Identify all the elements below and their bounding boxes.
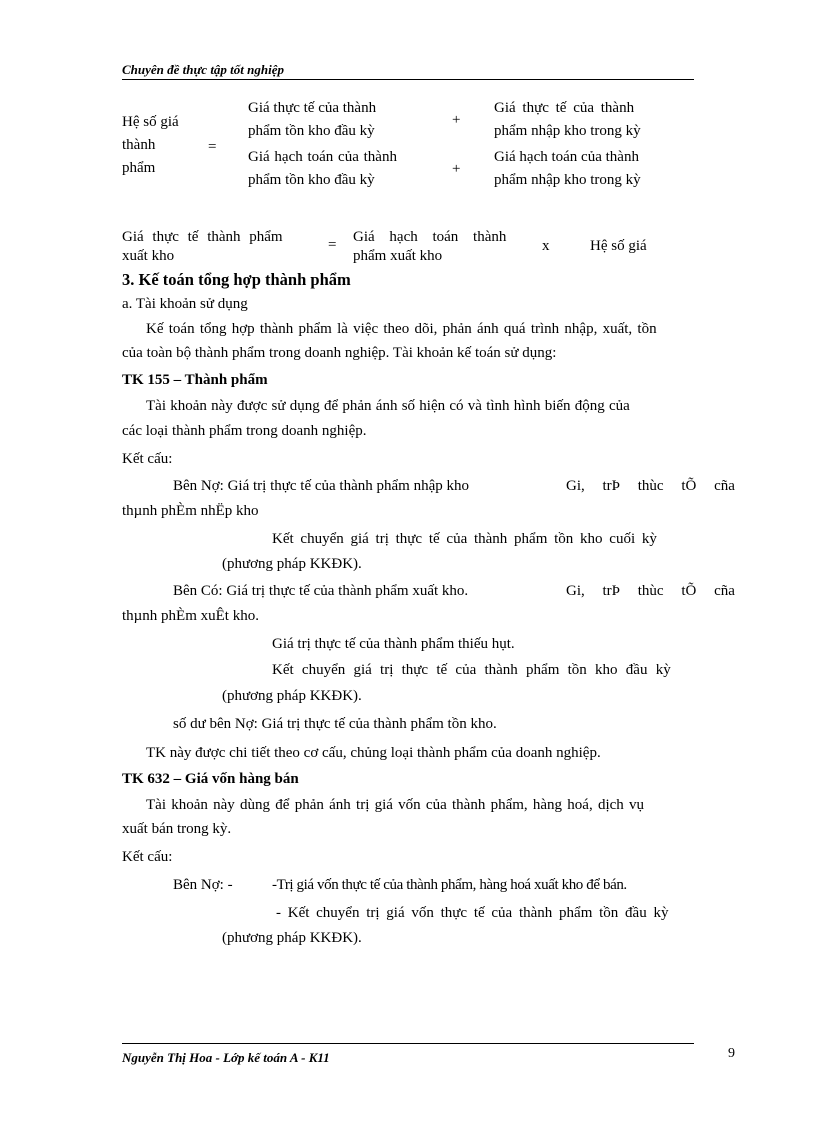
formula2-times: x (542, 238, 550, 254)
tk632-desc-line2: xuất bán trong kỳ. (122, 821, 232, 837)
subsection-a: a. Tài khoản sử dụng (122, 296, 248, 312)
running-header: Chuyên đề thực tập tốt nghiệp (122, 62, 284, 77)
tk632-debit-line2: - Kết chuyển trị giá vốn thực tế của thành phẩm tồn đầu kỳ (276, 905, 669, 921)
header-rule (122, 79, 694, 80)
tk155-desc-line1: Tài khoản này được sử dụng để phản ánh số hiện có và tình hình biến động của (146, 398, 630, 414)
formula1-equals: = (208, 139, 217, 155)
formula2-equals: = (328, 237, 337, 253)
formula2-lhs-line2: xuất kho (122, 248, 175, 264)
footer-rule (122, 1043, 694, 1044)
formula1-num-left-line1 (248, 96, 434, 120)
formula2-lhs-line1: Giá thực tế thành phẩm (122, 229, 283, 245)
tk632-structure-label: Kết cấu: (122, 849, 173, 865)
tk155-balance: số dư bên Nợ: Giá trị thực tế của thành phẩm tồn kho. (173, 716, 497, 732)
formula1-den-left-line2: phẩm tồn kho đầu kỳ (248, 172, 375, 188)
tk155-debit-line1: Bên Nợ: Giá trị thực tế của thành phẩm nhập kho (173, 478, 469, 494)
tk155-debit-line2: thµnh phÈm nhËp kho (122, 503, 259, 519)
formula1-den-right-line1: Giá hạch toán của thành (494, 149, 639, 165)
tk632-debit-line1: -Trị giá vốn thực tế của thành phẩm, hàng hoá xuất kho để bán. (272, 877, 627, 893)
formula1-num-right-line2: phẩm nhập kho trong kỳ (494, 123, 641, 139)
tk155-credit-line3: Giá trị thực tế của thành phẩm thiếu hụt. (272, 636, 515, 652)
formula1-num-plus: + (452, 112, 461, 128)
tk155-detail: TK này được chi tiết theo cơ cấu, chủng loại thành phẩm của doanh nghiệp. (146, 745, 601, 761)
tk155-debit-line1-garbled: Gi, trÞ thùc tÕ cña (566, 478, 735, 494)
formula1-den-plus: + (452, 161, 461, 177)
formula2-rhs: Hệ số giá (590, 238, 647, 254)
tk155-debit-line4: (phương pháp KKĐK). (222, 556, 362, 572)
tk632-desc-line1: Tài khoản này dùng để phản ánh trị giá vốn của thành phẩm, hàng hoá, dịch vụ (146, 797, 645, 813)
formula1-lhs-line3: phẩm (122, 160, 156, 176)
tk632-debit-line3: (phương pháp KKĐK). (222, 930, 362, 946)
tk155-heading: TK 155 – Thành phẩm (122, 372, 268, 388)
formula2-mid-line2: phẩm xuất kho (353, 248, 443, 264)
paragraph-intro-line2: của toàn bộ thành phẩm trong doanh nghiệp. Tài khoản kế toán sử dụng: (122, 345, 557, 361)
formula1-den-left-line1: Giá hạch toán của thành (248, 149, 397, 165)
tk155-desc-line2: các loại thành phẩm trong doanh nghiệp. (122, 423, 367, 439)
page-number: 9 (728, 1046, 735, 1061)
footer-author: Nguyễn Thị Hoa - Lớp kế toán A - K11 (122, 1050, 330, 1065)
formula2-mid-line1: Giá hạch toán thành (353, 229, 507, 245)
paragraph-intro-line1: Kế toán tổng hợp thành phẩm là việc theo dõi, phản ánh quá trình nhập, xuất, tồn (146, 321, 657, 337)
tk155-credit-line4: Kết chuyển giá trị thực tế của thành phẩm tồn kho đầu kỳ (272, 662, 671, 678)
tk155-credit-line1: Bên Có: Giá trị thực tế của thành phẩm xuất kho. (173, 583, 469, 599)
formula1-num-right-line1: Giá thực tế của thành (494, 100, 635, 116)
tk155-debit-line3: Kết chuyển giá trị thực tế của thành phẩm tồn kho cuối kỳ (272, 531, 657, 547)
text-run: Giá thực tế của thành (248, 100, 377, 116)
tk155-credit-line1-garbled: Gi, trÞ thùc tÕ cña (566, 583, 735, 599)
formula1-den-right-line2: phẩm nhập kho trong kỳ (494, 172, 641, 188)
formula1-lhs-line1: Hệ số giá (122, 114, 179, 130)
tk632-debit-label: Bên Nợ: - (173, 877, 233, 893)
formula1-lhs-line2: thành (122, 137, 156, 153)
formula1-num-left-line2: phẩm tồn kho đầu kỳ (248, 123, 375, 139)
tk632-heading: TK 632 – Giá vốn hàng bán (122, 771, 299, 787)
tk155-structure-label: Kết cấu: (122, 451, 173, 467)
tk155-credit-line2: thµnh phÈm xuÊt kho. (122, 608, 259, 624)
section-heading-3: 3. Kế toán tổng hợp thành phẩm (122, 270, 351, 289)
tk155-credit-line5: (phương pháp KKĐK). (222, 688, 362, 704)
